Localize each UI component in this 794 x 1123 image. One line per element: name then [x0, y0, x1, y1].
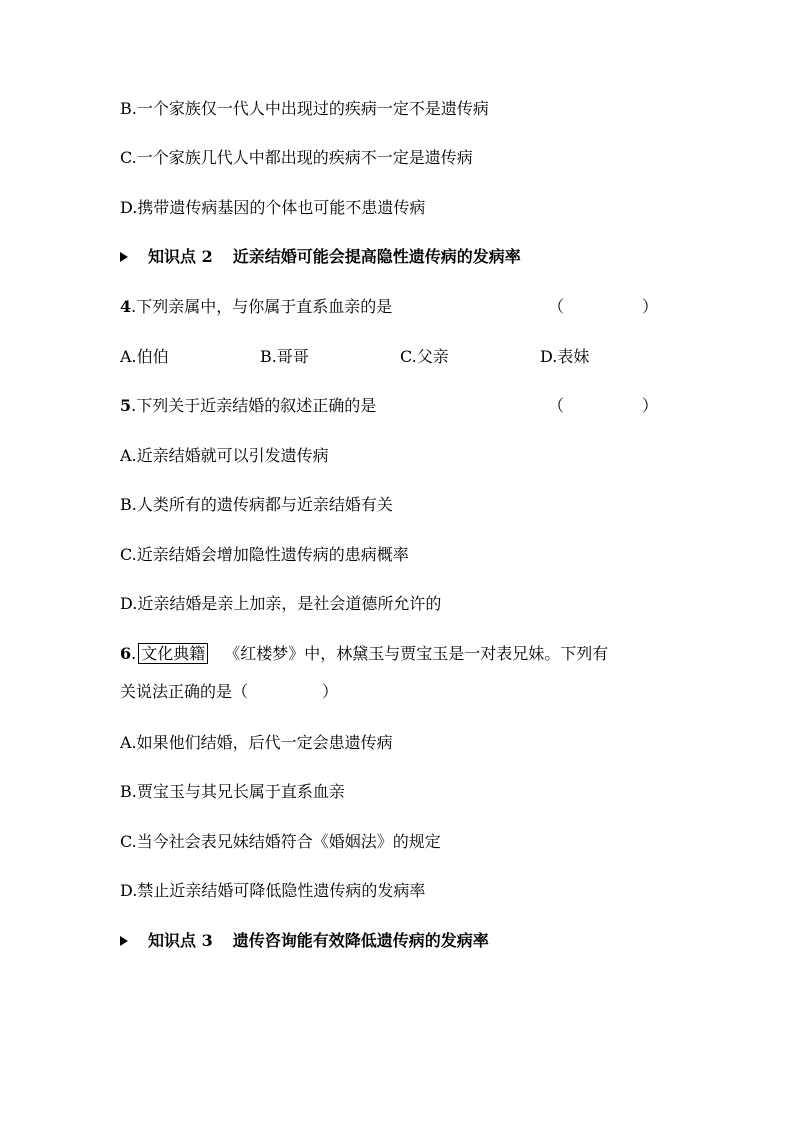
q6-option-c: C.当今社会表兄妹结婚符合《婚姻法》的规定 [120, 832, 441, 851]
q6-option-d: D.禁止近亲结婚可降低隐性遗传病的发病率 [120, 881, 426, 900]
q3-option-b: B.一个家族仅一代人中出现过的疾病一定不是遗传病 [120, 99, 489, 118]
kp3-label: 知识点 3 [148, 931, 213, 950]
q5-option-c: C.近亲结婚会增加隐性遗传病的患病概率 [120, 545, 409, 564]
q6-text-1: 《红楼梦》中，林黛玉与贾宝玉是一对表兄妹。下列有 [224, 644, 609, 663]
q6-text-2: 关说法正确的是（ [120, 682, 249, 701]
q6-dot: . [131, 644, 137, 663]
q4-text: .下列亲属中，与你属于直系血亲的是 [131, 297, 393, 316]
kp2-title: 近亲结婚可能会提高隐性遗传病的发病率 [232, 247, 521, 266]
triangle-bullet-icon [120, 252, 128, 262]
knowledge-point-2 [120, 244, 521, 270]
q5-answer-paren-close: ） [642, 396, 659, 415]
triangle-bullet-icon [120, 936, 128, 946]
q3-option-c: C.一个家族几代人中都出现的疾病不一定是遗传病 [120, 148, 473, 167]
q3-option-d: D.携带遗传病基因的个体也可能不患遗传病 [120, 198, 426, 217]
q5-answer-paren-open: （ [548, 396, 565, 415]
q4-option-c: C.父亲 [400, 347, 449, 366]
q6-culture-tag: 文化典籍 [138, 643, 208, 664]
q5-stem [120, 393, 376, 419]
q6-option-b: B.贾宝玉与其兄长属于直系血亲 [120, 782, 345, 801]
knowledge-point-3 [120, 928, 489, 954]
q6-answer-paren-close: ） [322, 682, 339, 701]
q4-answer-paren-close: ） [642, 297, 659, 316]
q5-text: .下列关于近亲结婚的叙述正确的是 [131, 396, 377, 415]
q4-option-a: A.伯伯 [120, 347, 169, 366]
kp3-title: 遗传咨询能有效降低遗传病的发病率 [232, 931, 489, 950]
kp2-label: 知识点 2 [148, 247, 213, 266]
q6-stem-line1 [120, 641, 608, 667]
q4-option-d: D.表妹 [540, 347, 590, 366]
q4-options [0, 344, 794, 370]
q6-number: 6 [120, 644, 132, 663]
q5-number: 5 [120, 396, 132, 415]
q6-option-a: A.如果他们结婚，后代一定会患遗传病 [120, 733, 393, 752]
q5-option-a: A.近亲结婚就可以引发遗传病 [120, 446, 329, 465]
q4-answer-paren-open: （ [548, 297, 565, 316]
q6-stem-line2 [120, 679, 338, 705]
q5-option-d: D.近亲结婚是亲上加亲，是社会道德所允许的 [120, 594, 442, 613]
q4-stem [120, 294, 392, 320]
q4-option-b: B.哥哥 [260, 347, 309, 366]
q4-number: 4 [120, 297, 132, 316]
q5-option-b: B.人类所有的遗传病都与近亲结婚有关 [120, 495, 393, 514]
